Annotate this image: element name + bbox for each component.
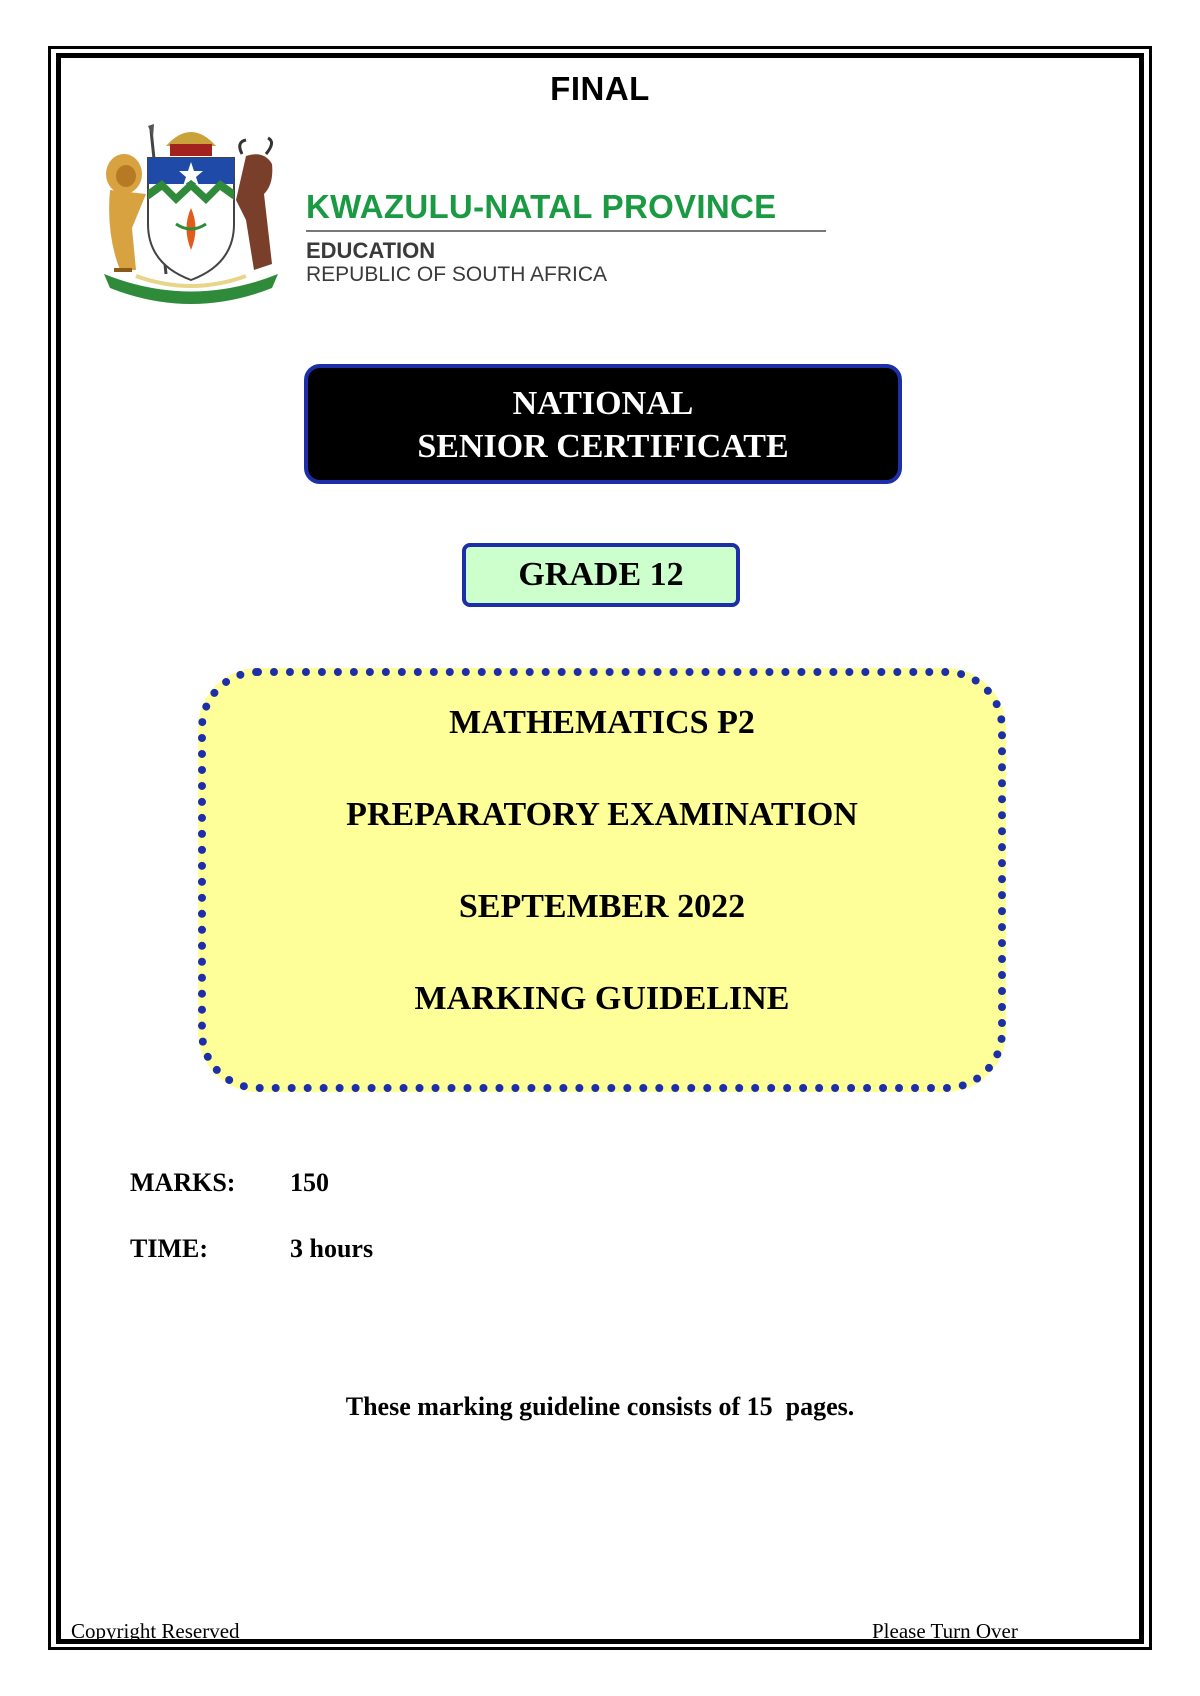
exam-details-box	[198, 668, 1006, 1092]
certificate-banner	[304, 364, 902, 484]
province-divider	[306, 230, 826, 232]
marks-label: MARKS:	[130, 1168, 236, 1197]
department-name: EDUCATION	[306, 238, 436, 263]
footer-copyright: Copyright Reserved	[71, 1619, 240, 1643]
certificate-line-1: NATIONAL	[512, 385, 694, 422]
country-name: REPUBLIC OF SOUTH AFRICA	[306, 263, 608, 286]
grade-badge: GRADE 12	[462, 543, 740, 607]
marks-value: 150	[290, 1168, 329, 1197]
footer-turn-over: Please Turn Over	[872, 1619, 1018, 1643]
exam-document: MARKING GUIDELINE	[414, 980, 790, 1017]
exam-date: SEPTEMBER 2022	[458, 888, 746, 925]
time-label: TIME:	[130, 1234, 208, 1263]
coat-of-arms-icon	[96, 124, 286, 304]
province-name: KWAZULU-NATAL PROVINCE	[306, 188, 777, 225]
certificate-line-2: SENIOR CERTIFICATE	[417, 428, 789, 465]
exam-subject: MATHEMATICS P2	[449, 704, 755, 741]
page-count-note: These marking guideline consists of 15 pages.	[345, 1392, 855, 1421]
time-value: 3 hours	[290, 1234, 374, 1263]
status-label: FINAL	[550, 70, 650, 107]
exam-type: PREPARATORY EXAMINATION	[346, 796, 858, 833]
